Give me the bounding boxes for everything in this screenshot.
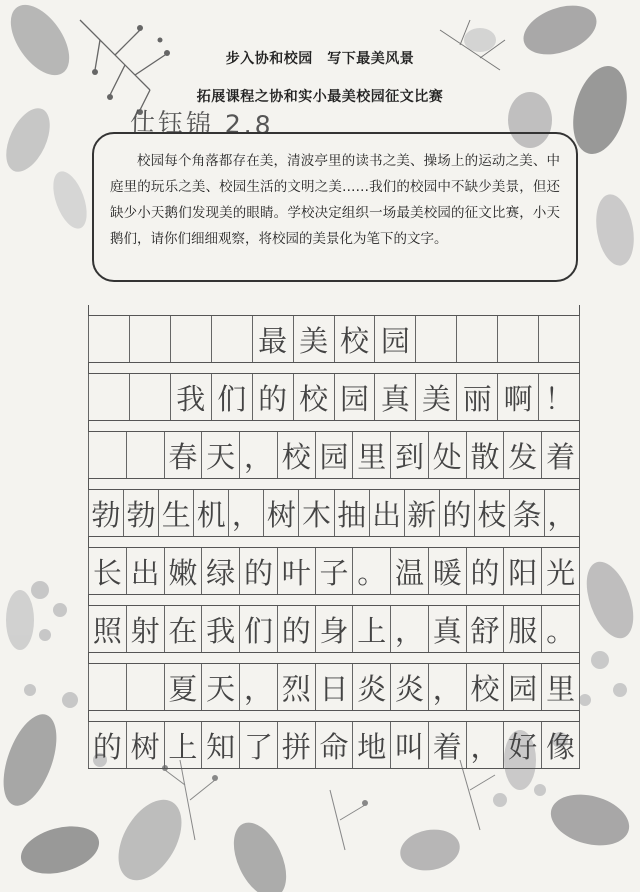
- grid-cell: ，: [228, 490, 263, 536]
- grid-cell: 美: [293, 316, 334, 362]
- grid-cell: ，: [428, 664, 466, 710]
- grid-cell: 着: [428, 722, 466, 768]
- grid-cell: 真: [374, 374, 415, 420]
- grid-cell: 我: [170, 374, 211, 420]
- writing-grid: [88, 305, 580, 769]
- grid-cell: 烈: [277, 664, 315, 710]
- grid-cell: 真: [428, 606, 466, 652]
- grid-cell: 日: [315, 664, 353, 710]
- grid-cell: [88, 432, 126, 478]
- grid-cell: 着: [541, 432, 580, 478]
- essay-prompt-box: 校园每个角落都存在美，清波亭里的读书之美、操场上的运动之美、中庭里的玩乐之美、校园生活的文明之美……我们的校园中不缺少美景，但还缺少小天鹅们发现美的眼睛。学校决定组织一场最美校园的征文比赛，小天鹅们，请你们细细观察，将校园的美景化为笔下的文字。: [92, 132, 578, 282]
- grid-cell: 夏: [164, 664, 202, 710]
- grid-cell: 校: [277, 432, 315, 478]
- grid-cell: 温: [390, 548, 428, 594]
- grid-cell: 枝: [474, 490, 509, 536]
- grid-cell: 舒: [466, 606, 504, 652]
- competition-subtitle: 拓展课程之协和实小最美校园征文比赛: [196, 89, 444, 105]
- grid-cell: 上: [352, 606, 390, 652]
- grid-cell: [88, 374, 129, 420]
- grid-cell: 的: [88, 722, 126, 768]
- grid-cell: ，: [239, 664, 277, 710]
- grid-cell: 。: [352, 548, 390, 594]
- grid-cell: [538, 316, 580, 362]
- grid-cell: 炎: [390, 664, 428, 710]
- grid-cell: 。: [541, 606, 580, 652]
- grid-cell: 新: [404, 490, 439, 536]
- grid-cell: 树: [126, 722, 164, 768]
- grid-cell: 园: [315, 432, 353, 478]
- grid-cell: 炎: [352, 664, 390, 710]
- grid-cell: 的: [252, 374, 293, 420]
- grid-cell: 照: [88, 606, 126, 652]
- grid-cell: 校: [466, 664, 504, 710]
- grid-cell: [126, 664, 164, 710]
- grid-cell: ，: [390, 606, 428, 652]
- grid-cell: [170, 316, 211, 362]
- grid-cell: 春: [164, 432, 202, 478]
- student-signature: 仕钰锦 2.8: [129, 107, 275, 140]
- grid-cell: 勃: [88, 490, 123, 536]
- grid-cell: [129, 316, 170, 362]
- grid-cell: 校: [334, 316, 375, 362]
- grid-cell: 的: [277, 606, 315, 652]
- grid-cell: 阳: [503, 548, 541, 594]
- grid-cell: 啊: [497, 374, 538, 420]
- grid-cell: 长: [88, 548, 126, 594]
- grid-cell: 处: [428, 432, 466, 478]
- grid-cell: 园: [334, 374, 375, 420]
- grid-cell: 发: [503, 432, 541, 478]
- grid-cell: 们: [211, 374, 252, 420]
- grid-row: [88, 537, 580, 595]
- grid-cell: 我: [201, 606, 239, 652]
- grid-cell: 校: [293, 374, 334, 420]
- grid-cell: 们: [239, 606, 277, 652]
- grid-cell: 勃: [123, 490, 158, 536]
- grid-cell: 园: [503, 664, 541, 710]
- grid-cell: 了: [239, 722, 277, 768]
- grid-cell: [497, 316, 538, 362]
- grid-cell: [456, 316, 497, 362]
- grid-cell: 的: [239, 548, 277, 594]
- grid-cell: 子: [315, 548, 353, 594]
- grid-cell: 嫩: [164, 548, 202, 594]
- grid-cell: 好: [503, 722, 541, 768]
- grid-cell: 在: [164, 606, 202, 652]
- grid-row: [88, 479, 580, 537]
- grid-cell: 叫: [390, 722, 428, 768]
- grid-cell: [415, 316, 456, 362]
- grid-cell: 叶: [277, 548, 315, 594]
- grid-cell: 最: [252, 316, 293, 362]
- grid-cell: 园: [374, 316, 415, 362]
- grid-row: [88, 595, 580, 653]
- grid-cell: 天: [201, 432, 239, 478]
- grid-cell: 命: [315, 722, 353, 768]
- grid-cell: ，: [239, 432, 277, 478]
- grid-row: [88, 711, 580, 769]
- grid-cell: 知: [201, 722, 239, 768]
- grid-cell: [88, 664, 126, 710]
- grid-cell: 上: [164, 722, 202, 768]
- grid-row: [88, 421, 580, 479]
- grid-cell: 条: [509, 490, 544, 536]
- grid-cell: 生: [158, 490, 193, 536]
- grid-cell: 散: [466, 432, 504, 478]
- grid-cell: 绿: [201, 548, 239, 594]
- grid-cell: 出: [126, 548, 164, 594]
- competition-title: 步入协和校园 写下最美风景: [225, 51, 415, 67]
- grid-row: [88, 363, 580, 421]
- grid-cell: 里: [541, 664, 580, 710]
- grid-cell: [126, 432, 164, 478]
- grid-cell: 出: [369, 490, 404, 536]
- top-left-leaves: [0, 0, 93, 233]
- grid-cell: 的: [439, 490, 474, 536]
- grid-cell: 像: [541, 722, 580, 768]
- grid-cell: 里: [352, 432, 390, 478]
- grid-cell: 天: [201, 664, 239, 710]
- grid-cell: 抽: [334, 490, 369, 536]
- grid-cell: 射: [126, 606, 164, 652]
- grid-cell: ！: [538, 374, 580, 420]
- grid-row: [88, 653, 580, 711]
- grid-cell: 树: [263, 490, 298, 536]
- grid-cell: 光: [541, 548, 580, 594]
- grid-cell: [88, 316, 129, 362]
- grid-cell: ，: [466, 722, 504, 768]
- grid-row: [88, 305, 580, 363]
- grid-cell: ，: [544, 490, 580, 536]
- grid-cell: 到: [390, 432, 428, 478]
- grid-cell: 地: [352, 722, 390, 768]
- grid-cell: [211, 316, 252, 362]
- grid-cell: 的: [466, 548, 504, 594]
- grid-cell: 身: [315, 606, 353, 652]
- grid-cell: [129, 374, 170, 420]
- grid-cell: 拼: [277, 722, 315, 768]
- grid-cell: 暖: [428, 548, 466, 594]
- grid-cell: 丽: [456, 374, 497, 420]
- grid-cell: 服: [503, 606, 541, 652]
- grid-cell: 木: [298, 490, 333, 536]
- grid-cell: 机: [193, 490, 228, 536]
- grid-cell: 美: [415, 374, 456, 420]
